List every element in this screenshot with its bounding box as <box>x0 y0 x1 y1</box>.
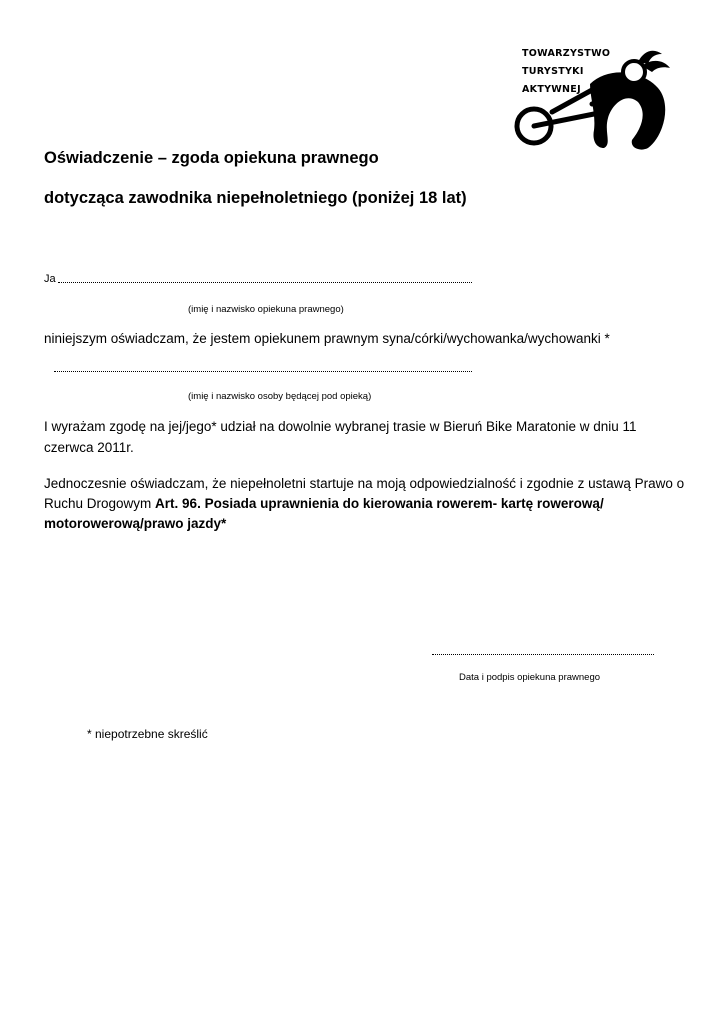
handbike-rider-icon <box>512 44 677 154</box>
guardian-name-field[interactable] <box>58 282 472 283</box>
guardian-name-caption: (imię i nazwisko opiekuna prawnego) <box>188 304 344 315</box>
ward-name-caption: (imię i nazwisko osoby będącej pod opieką) <box>188 391 372 402</box>
signature-caption: Data i podpis opiekuna prawnego <box>459 672 601 683</box>
consent-line-1: I wyrażam zgodę na jej/jego* udział na dowolnie wybranej trasie w Bieruń Bike Maratonie w dniu 11 <box>44 419 637 434</box>
title-line-2: dotycząca zawodnika niepełnoletniego (poniżej 18 lat) <box>44 189 467 207</box>
declaration-text: niniejszym oświadczam, że jestem opiekunem prawnym syna/córki/wychowanka/wychowanki * <box>44 331 610 346</box>
logo-line-2: TURYSTYKI <box>522 66 584 77</box>
responsibility-text-bold: Art. 96. Posiada uprawnienia do kierowania rowerem- kartę rowerową/ <box>155 496 604 511</box>
consent-line-2: czerwca 2011r. <box>44 440 134 455</box>
ja-label: Ja <box>44 273 56 285</box>
responsibility-line-1: Jednoczesnie oświadczam, że niepełnoletni startuje na moją odpowiedzialność i zgodnie z ustawą Prawo o <box>44 476 685 491</box>
signature-field[interactable] <box>432 654 654 655</box>
responsibility-line-3: motorowerową/prawo jazdy* <box>44 516 227 531</box>
responsibility-line-2 <box>44 494 604 514</box>
organization-logo <box>512 44 677 154</box>
title-line-1: Oświadczenie – zgoda opiekuna prawnego <box>44 149 379 167</box>
ward-name-field[interactable] <box>54 371 472 372</box>
responsibility-text-normal: Ruchu Drogowym <box>44 496 156 511</box>
logo-line-1: TOWARZYSTWO <box>522 48 611 59</box>
footnote: * niepotrzebne skreślić <box>87 727 208 741</box>
logo-line-3: AKTYWNEJ <box>522 84 581 95</box>
